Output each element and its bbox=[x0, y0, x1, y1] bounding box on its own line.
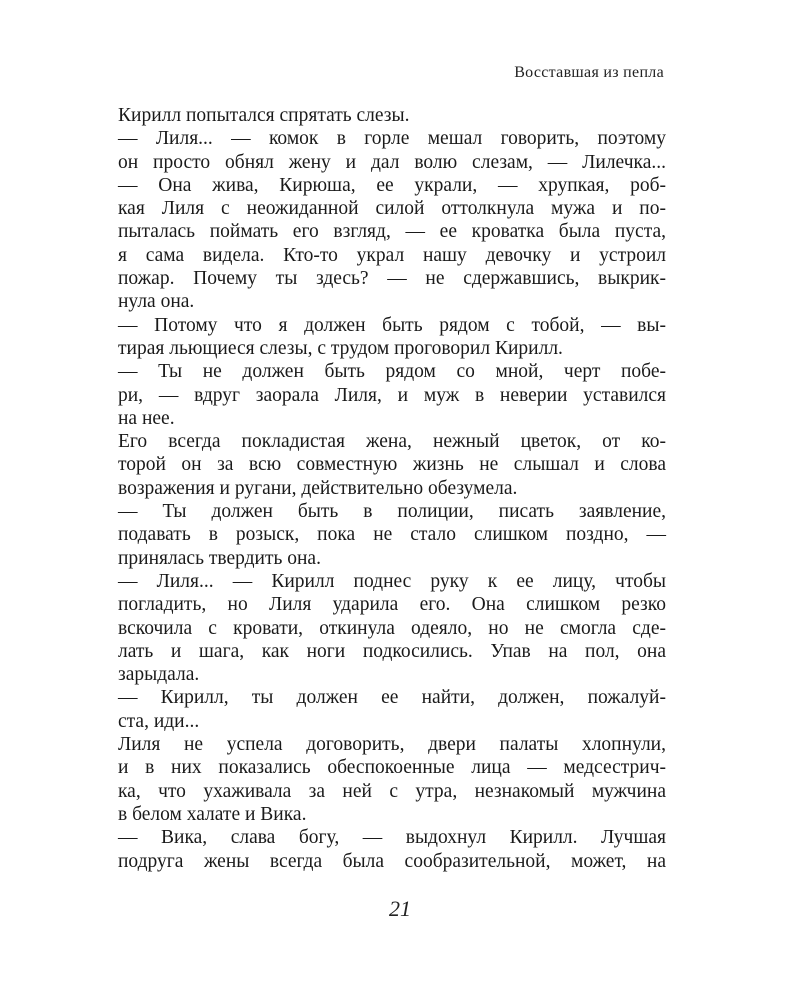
text-line: — Вика, слава богу, — выдохнул Кирилл. Лучшая bbox=[118, 827, 666, 849]
text-line: он просто обнял жену и дал волю слезам, — Лилечка... bbox=[118, 151, 666, 173]
text-line: ри, — вдруг заорала Лиля, и муж в неверии уставился bbox=[118, 384, 666, 406]
text-line: в белом халате и Вика. bbox=[118, 803, 307, 825]
text-line: зарыдала. bbox=[118, 664, 200, 686]
text-line: — Лиля... — Кирилл поднес руку к ее лицу, чтобы bbox=[118, 570, 666, 592]
text-line: — Кирилл, ты должен ее найти, должен, пожалуй- bbox=[118, 687, 666, 709]
body-text bbox=[118, 104, 666, 873]
text-line: кая Лиля с неожиданной силой оттолкнула мужа и по- bbox=[118, 198, 666, 220]
page-number: 21 bbox=[389, 896, 411, 921]
text-line: ка, что ухаживала за ней с утра, незнакомый мужчина bbox=[118, 780, 666, 802]
text-line: Его всегда покладистая жена, нежный цветок, от ко- bbox=[118, 431, 666, 453]
text-line: тирая льющиеся слезы, с трудом проговорил Кирилл. bbox=[118, 337, 563, 359]
text-line: нула она. bbox=[118, 291, 195, 313]
running-head: Восставшая из пепла bbox=[514, 64, 664, 81]
text-line: вскочила с кровати, откинула одеяло, но не смогла сде- bbox=[118, 617, 666, 639]
text-line: погладить, но Лиля ударила его. Она слишком резко bbox=[118, 594, 666, 616]
text-line: — Ты не должен быть рядом со мной, черт побе- bbox=[118, 361, 666, 383]
text-line: — Она жива, Кирюша, ее украли, — хрупкая, роб- bbox=[118, 174, 666, 196]
text-line: я сама видела. Кто-то украл нашу девочку и устроил bbox=[118, 244, 666, 266]
text-line: — Ты должен быть в полиции, писать заявление, bbox=[118, 501, 666, 523]
text-line: и в них показались обеспокоенные лица — медсестрич- bbox=[118, 757, 666, 779]
text-line: Лиля не успела договорить, двери палаты хлопнули, bbox=[118, 734, 666, 756]
text-line: — Лиля... — комок в горле мешал говорить, поэтому bbox=[118, 128, 666, 150]
text-line: принялась твердить она. bbox=[118, 547, 321, 569]
text-line: на нее. bbox=[118, 407, 175, 429]
text-line: возражения и ругани, действительно обезумела. bbox=[118, 477, 518, 499]
text-line: пыталась поймать его взгляд, — ее кроватка была пуста, bbox=[118, 221, 666, 243]
text-line: пожар. Почему ты здесь? — не сдержавшись, выкрик- bbox=[118, 268, 666, 290]
text-line: — Потому что я должен быть рядом с тобой, — вы- bbox=[118, 314, 666, 336]
text-line: торой он за всю совместную жизнь не слышал и слова bbox=[118, 454, 666, 476]
text-line: лать и шага, как ноги подкосились. Упав на пол, она bbox=[118, 640, 666, 662]
text-line: ста, иди... bbox=[118, 710, 200, 732]
text-line: Кирилл попытался спрятать слезы. bbox=[118, 105, 410, 126]
text-line: подруга жены всегда была сообразительной, может, на bbox=[118, 850, 666, 872]
text-line: подавать в розыск, пока не стало слишком поздно, — bbox=[118, 524, 666, 546]
